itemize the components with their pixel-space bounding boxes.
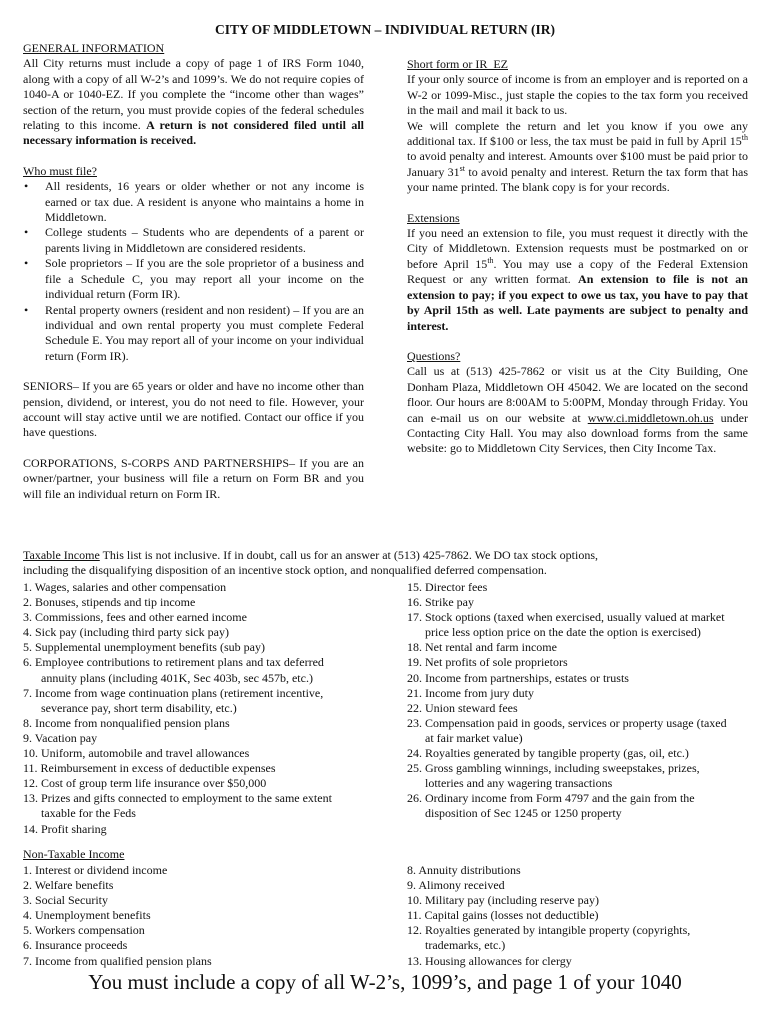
list-item-text: 20. Income from partnerships, estates or trusts (407, 670, 629, 685)
short-p2b: to avoid penalty and interest. Amounts over $100 must be paid prior to January 31 (407, 149, 748, 179)
list-item-text: 1. Interest or dividend income (23, 863, 168, 877)
list-item-text: 11. Reimbursement in excess of deductible expenses (23, 761, 276, 776)
website-link[interactable]: www.ci.middletown.oh.us (587, 410, 714, 425)
list-item (23, 595, 383, 610)
short-form-heading: Short form or IR_EZ (407, 57, 508, 71)
general-text (23, 56, 364, 148)
list-item-continuation: trademarks, etc.) (425, 938, 506, 953)
list-item (23, 686, 383, 716)
list-item (407, 908, 752, 923)
list-item-text: 17. Stock options (taxed when exercised, usually valued at market (407, 610, 725, 625)
list-item-text: 24. Royalties generated by tangible property (gas, oil, etc.) (407, 746, 689, 761)
list-item-continuation: annuity plans (including 401K, Sec 403b, sec 457b, etc.) (41, 670, 313, 685)
extensions-heading: Extensions (407, 210, 460, 225)
list-item (23, 878, 383, 893)
list-item (23, 625, 383, 640)
list-item (407, 878, 752, 893)
list-item (407, 716, 752, 746)
list-item (407, 610, 752, 640)
left-column (23, 41, 364, 502)
list-item-text: 4. Sick pay (including third party sick pay) (23, 625, 229, 640)
list-item (23, 716, 383, 731)
taxable-intro-2: including the disqualifying disposition of an incentive stock option, and nonqualified deferred compensation. (23, 563, 547, 578)
who-item: • Rental property owners (resident and non resident) – If you are an individual and own rental property you must complete Federal Schedule E. You may report all of your income on your individual return (Form IR). (23, 303, 364, 365)
list-item (23, 776, 383, 791)
ext-sup: th (487, 255, 494, 265)
seniors-text: SENIORS– If you are 65 years or older and have no income other than pension, dividend, or interest, you do not need to file. However, your account will stay active until we are notified. Contact our office if you have questions. (23, 379, 364, 440)
q-a: Call us at (513) 425-7862 or visit us at the City Building, One Donham Plaza, Middletown OH 45042. We are located on the second floor. Our hours are 8:00AM to 5:00PM, Monday through Friday. You can e-mail us on our website at (407, 364, 748, 425)
footer-notice: You must include a copy of all W-2’s, 1099’s, and page 1 of your 1040 (88, 970, 682, 994)
list-item-text: 11. Capital gains (losses not deductible) (407, 908, 599, 923)
page-title: CITY OF MIDDLETOWN – INDIVIDUAL RETURN (IR) (214, 22, 556, 37)
list-item-text: 9. Vacation pay (23, 730, 98, 745)
list-item (23, 908, 383, 923)
list-item (23, 954, 383, 969)
list-item (23, 938, 383, 953)
corporations-text: CORPORATIONS, S-CORPS AND PARTNERSHIPS– If you are an owner/partner, your business will file a return on Form BR and you will file an individual return on Form IR. (23, 455, 364, 501)
list-item (23, 640, 383, 655)
who-heading: Who must file? (23, 163, 97, 178)
list-item-text: 18. Net rental and farm income (407, 640, 557, 655)
ext-a: If you need an extension to file, you must request it directly with the City of Middletown. Extension requests must be postmarked on or before April 15 (407, 226, 748, 271)
list-item (407, 923, 752, 953)
list-item-text: 19. Net profits of sole proprietors (407, 655, 568, 670)
list-item-text: 5. Workers compensation (23, 923, 145, 938)
nontaxable-list-right (407, 863, 752, 969)
list-item-text: 22. Union steward fees (407, 700, 518, 715)
right-column (407, 57, 748, 457)
list-item (407, 701, 752, 716)
list-item (407, 746, 752, 761)
list-item-text: 12. Cost of group term life insurance over $50,000 (23, 776, 267, 791)
who-item: • Sole proprietors – If you are the sole proprietor of a business and file a Schedule C, you may report all your income on the individual return (Form IR). (23, 256, 364, 302)
list-item (23, 731, 383, 746)
list-item (407, 655, 752, 670)
short-form-p2 (407, 119, 748, 196)
list-item (23, 761, 383, 776)
short-p2c: to avoid penalty and interest. Return the tax form that has your name printed. The blank copy is for your records. (407, 164, 748, 195)
list-item (23, 791, 383, 821)
list-item-text: 21. Income from jury duty (407, 685, 534, 700)
list-item-text: 3. Commissions, fees and other earned income (23, 610, 247, 625)
list-item-text: 16. Strike pay (407, 595, 474, 610)
list-item-text: 6. Employee contributions to retirement plans and tax deferred (23, 655, 324, 670)
list-item-text: 5. Supplemental unemployment benefits (sub pay) (23, 640, 265, 655)
short-sup1: th (741, 133, 748, 143)
who-item: • College students – Students who are dependents of a parent or parents living in Middletown are considered residents. (23, 225, 364, 256)
list-item-text: 7. Income from wage continuation plans (retirement incentive, (23, 685, 324, 700)
list-item-continuation: taxable for the Feds (41, 806, 136, 821)
general-bold: A return is not considered filed until all necessary information is received. (23, 118, 364, 148)
list-item-text: 2. Bonuses, stipends and tip income (23, 595, 196, 610)
list-item-text: 2. Welfare benefits (23, 878, 114, 893)
list-item (407, 791, 752, 821)
nontaxable-list-left (23, 863, 383, 969)
short-form-p1: If your only source of income is from an employer and is reported on a W-2 or 1099-Misc., just staple the copies to the tax form you received in the mail and mail it back to us. (407, 72, 748, 118)
list-item-text: 15. Director fees (407, 580, 488, 594)
list-item-continuation: at fair market value) (425, 730, 523, 745)
list-item-continuation: price less option price on the date the option is exercised) (425, 625, 701, 640)
list-item-text: 8. Income from nonqualified pension plans (23, 715, 230, 730)
list-item-text: 6. Insurance proceeds (23, 938, 128, 953)
list-item (23, 610, 383, 625)
taxable-intro (23, 548, 748, 579)
list-item-text: 9. Alimony received (407, 878, 505, 893)
list-item-text: 25. Gross gambling winnings, including sweepstakes, prizes, (407, 761, 700, 776)
list-item-text: 7. Income from qualified pension plans (23, 953, 212, 968)
list-item (23, 923, 383, 938)
list-item-text: 23. Compensation paid in goods, services or property usage (taxed (407, 715, 727, 730)
list-item-text: 14. Profit sharing (23, 821, 107, 836)
questions-heading: Questions? (407, 348, 461, 363)
list-item-text: 10. Uniform, automobile and travel allowances (23, 746, 250, 761)
list-item-text: 3. Social Security (23, 893, 108, 908)
list-item (407, 580, 752, 595)
ext-b: . You may use a copy of the Federal Extension Request or any written format. (407, 256, 748, 287)
list-item (23, 580, 383, 595)
list-item-continuation: severance pay, short term disability, etc.) (41, 700, 237, 715)
general-body: All City returns must include a copy of page 1 of IRS Form 1040, along with a copy of all W-2’s and 1099’s. We do not require copies of 1040-A or 1040-EZ. If you complete the “income other than wages” section of the return, you must provide copies of the federal schedules relating to this income. (23, 56, 364, 133)
taxable-list-left (23, 580, 383, 837)
list-item-continuation: lotteries and any wagering transactions (425, 776, 613, 791)
list-item (23, 746, 383, 761)
nontaxable-heading: Non-Taxable Income (23, 847, 125, 861)
q-b: under Contacting City Hall. You may also download forms from the same website: go to Middletown City Services, then City Income Tax. (407, 410, 748, 456)
list-item (407, 671, 752, 686)
list-item (407, 954, 752, 969)
taxable-list-right (407, 580, 752, 822)
list-item-text: 13. Prizes and gifts connected to employment to the same extent (23, 791, 332, 806)
list-item-text: 13. Housing allowances for clergy (407, 953, 572, 968)
taxable-heading: Taxable Income (23, 548, 100, 562)
list-item (23, 822, 383, 837)
list-item (407, 686, 752, 701)
questions-text (407, 364, 748, 456)
list-item-text: 12. Royalties generated by intangible property (copyrights, (407, 923, 691, 938)
list-item (407, 863, 752, 878)
list-item-text: 10. Military pay (including reserve pay) (407, 893, 599, 908)
who-item: • All residents, 16 years or older whether or not any income is earned or tax due. A resident is anyone who maintains a home in Middletown. (23, 179, 364, 225)
list-item (407, 761, 752, 791)
general-heading: GENERAL INFORMATION (23, 41, 165, 55)
list-item (407, 595, 752, 610)
list-item-text: 4. Unemployment benefits (23, 908, 151, 923)
list-item-text: 1. Wages, salaries and other compensation (23, 580, 227, 594)
ext-bold: An extension to file is not an extension to pay; if you expect to owe us tax, you have to pay that by April 15th as well. Late payments are subject to penalty and interest. (407, 272, 748, 333)
list-item-text: 8. Annuity distributions (407, 863, 521, 877)
list-item (23, 655, 383, 685)
list-item-text: 26. Ordinary income from Form 4797 and the gain from the (407, 791, 695, 806)
short-p2a: We will complete the return and let you know if you owe any additional tax. If $100 or less, the tax must be paid in full by April 15 (407, 118, 748, 149)
taxable-intro-1: This list is not inclusive. If in doubt, call us for an answer at (513) 425-7862. We DO tax stock options, (99, 548, 598, 562)
short-sup2: st (459, 163, 466, 173)
who-list (23, 179, 364, 364)
list-item (23, 863, 383, 878)
list-item (407, 640, 752, 655)
extensions-text (407, 226, 748, 334)
list-item (23, 893, 383, 908)
list-item-continuation: disposition of Sec 1245 or 1250 property (425, 806, 622, 821)
list-item (407, 893, 752, 908)
